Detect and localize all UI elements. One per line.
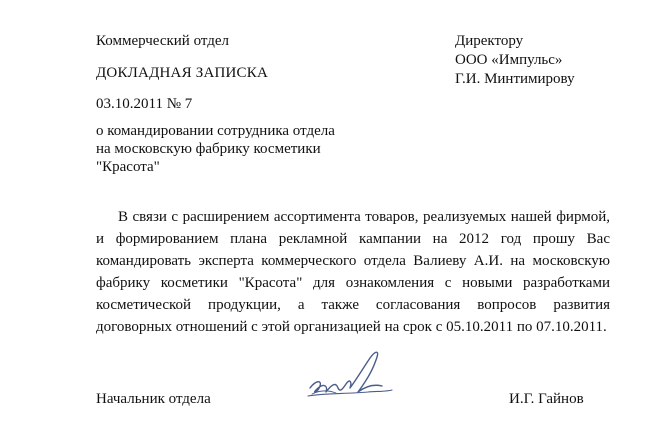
sender-department: Коммерческий отдел: [96, 33, 230, 49]
subject-line: на московскую фабрику косметики: [96, 141, 321, 157]
document-type-title: ДОКЛАДНАЯ ЗАПИСКА: [96, 65, 268, 81]
subject-line: о командировании сотрудника отдела: [96, 123, 335, 139]
signer-position: Начальник отдела: [96, 391, 211, 407]
signature-stroke: [310, 352, 382, 392]
signer-name: И.Г. Гайнов: [509, 391, 584, 407]
document-date: 03.10.2011: [96, 96, 163, 112]
number-sign: №: [166, 96, 182, 112]
addressee-organization: ООО «Импульс»: [455, 52, 563, 68]
addressee-position: Директору: [455, 33, 524, 49]
addressee-name: Г.И. Минтимирову: [455, 71, 575, 87]
subject-line: "Красота": [96, 159, 160, 175]
memo-body-text: В связи с расширением ассортимента товаров, реализуемых нашей фирмой, и формированием плана рекламной кампании на 2012 год прошу Вас командировать эксперта коммерческого отдела Валиеву А.И. на московскую фабрику косметики "Красота" для ознакомления с новыми разработками косметической продукции, а также согласования вопросов развития договорных отношений с этой организацией на срок с 05.10.2011 по 07.10.2011.: [96, 209, 610, 335]
document-subject: [96, 122, 335, 176]
handwritten-signature: [306, 346, 396, 410]
addressee-block: [455, 32, 575, 89]
document-number: 7: [184, 96, 193, 112]
registration-line: [96, 95, 192, 113]
